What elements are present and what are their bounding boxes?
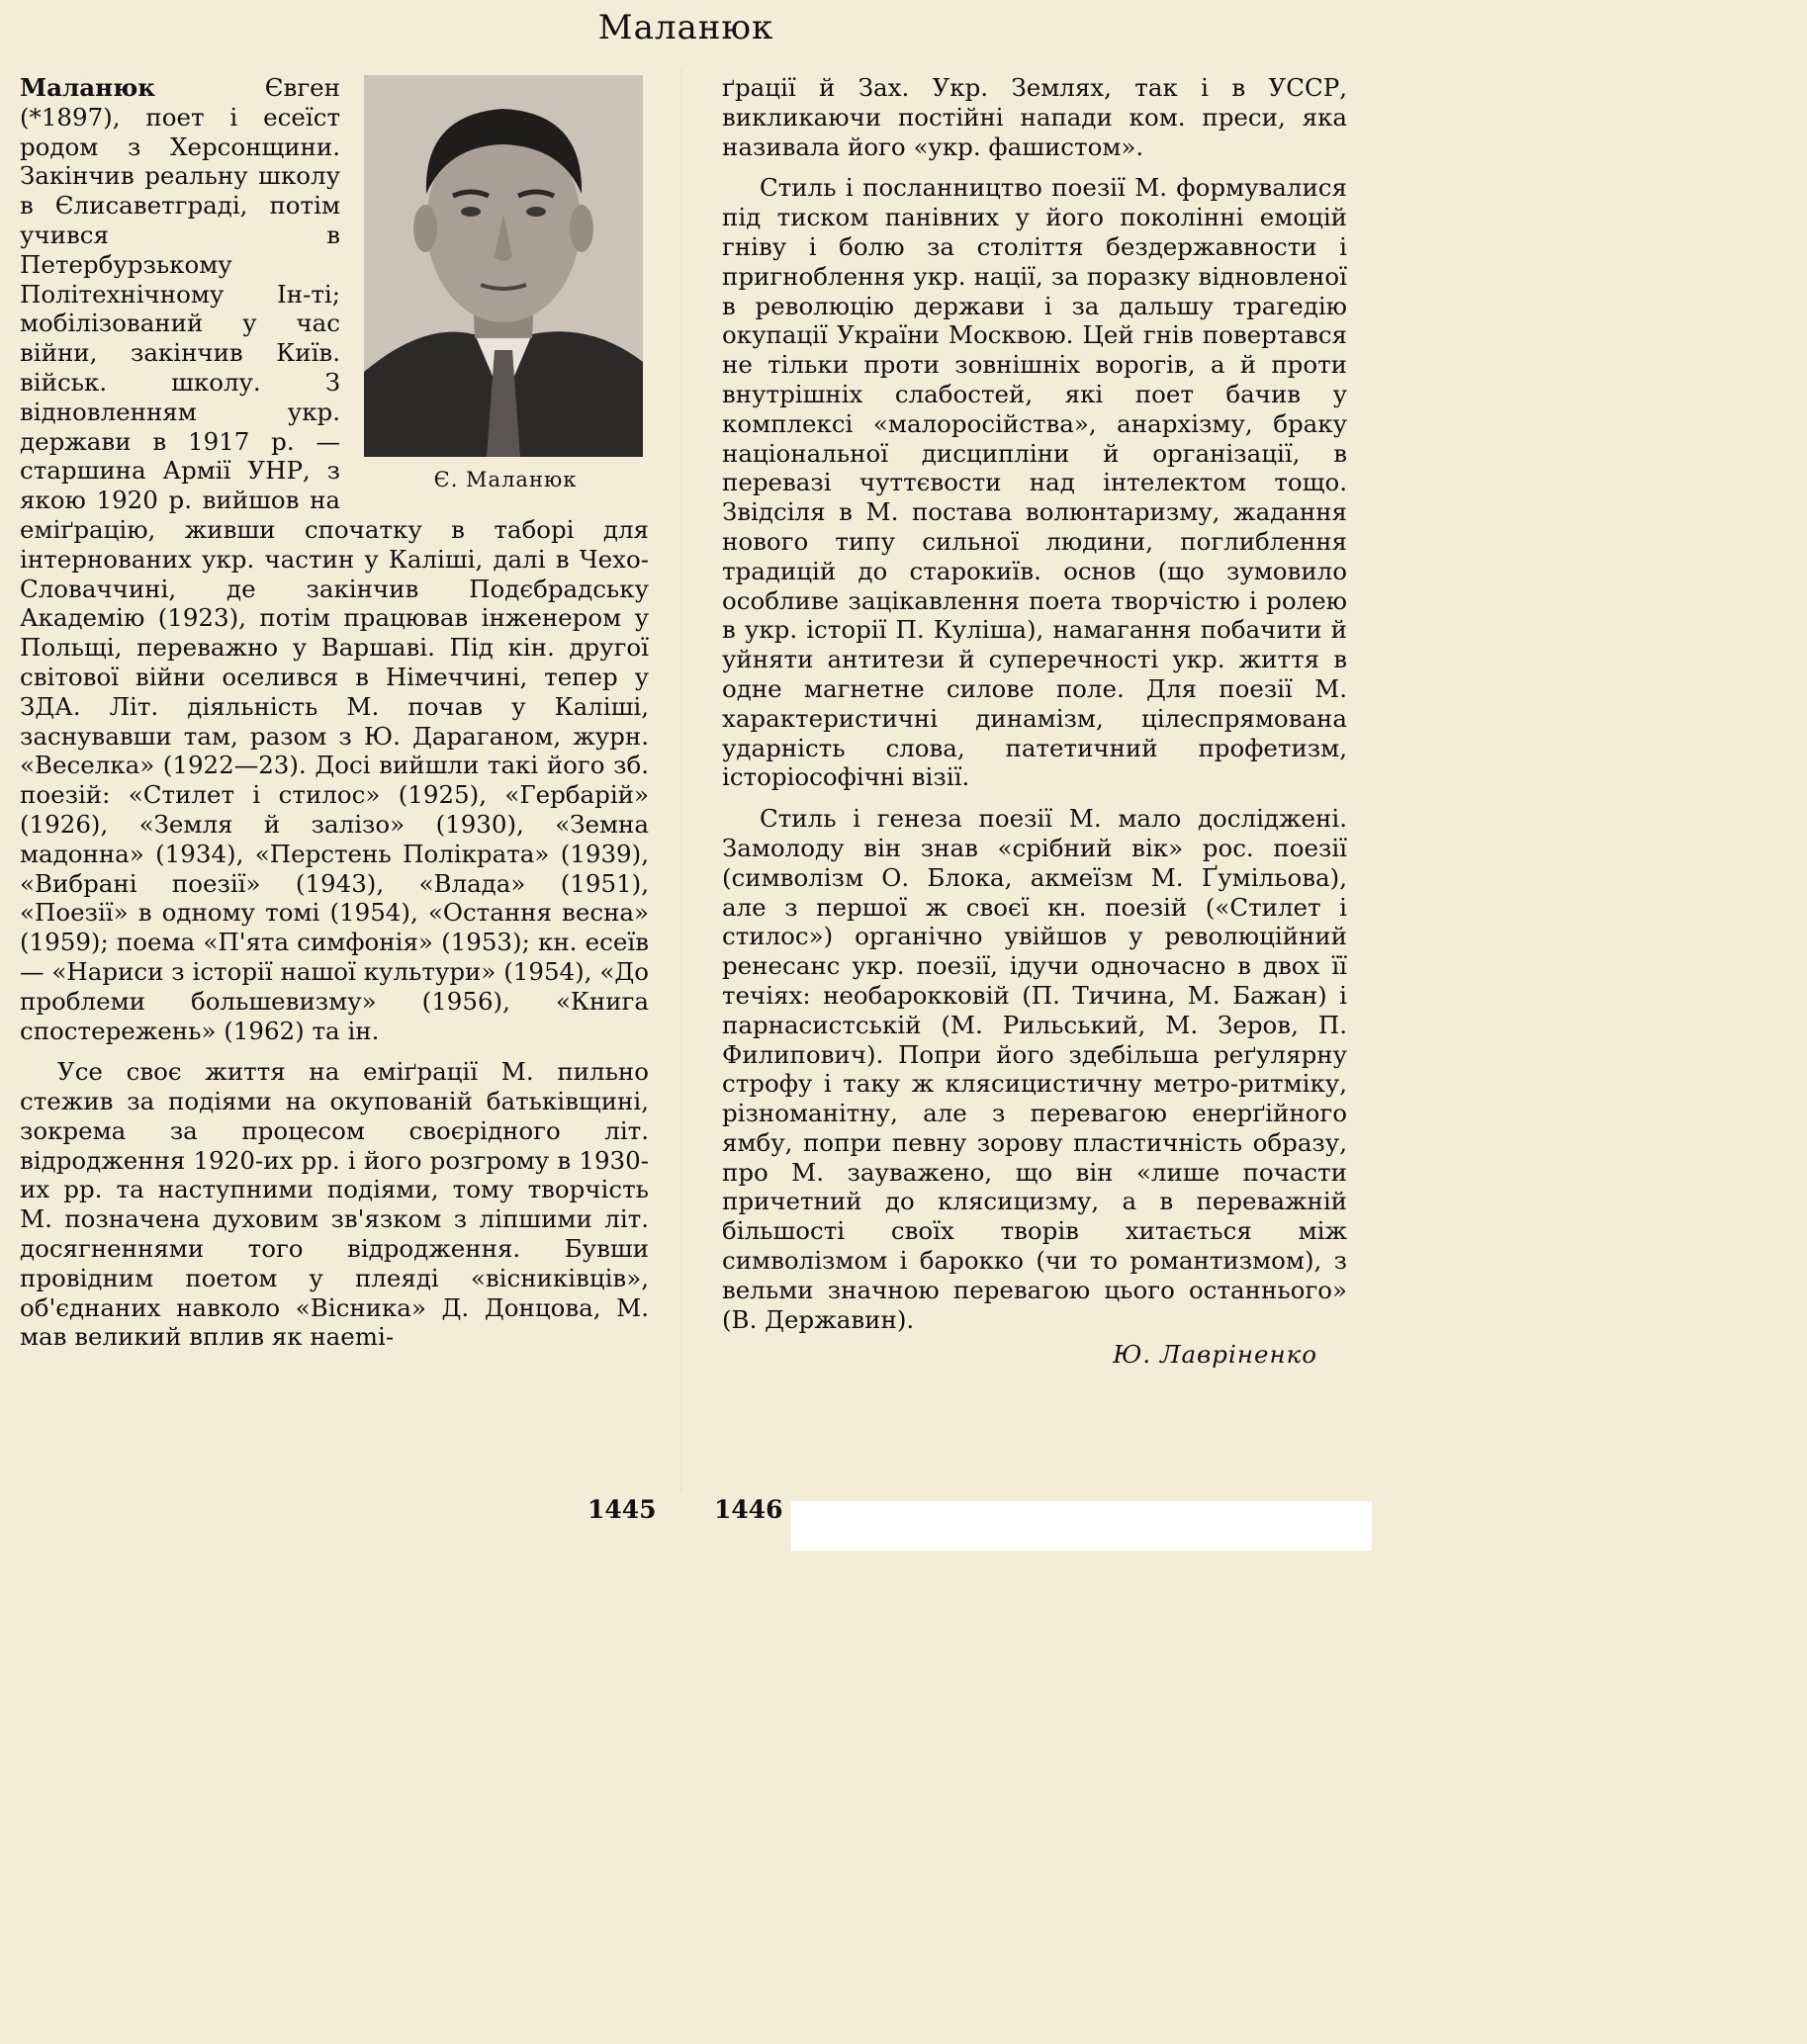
column-gutter — [680, 69, 681, 1493]
author-signature: Ю. Лавріненко — [1113, 1340, 1317, 1370]
left-column — [20, 73, 649, 1352]
scan-blank-area — [791, 1501, 1372, 1551]
portrait-caption: Є. Маланюк — [433, 468, 578, 491]
entry-headword: Маланюк — [20, 73, 155, 102]
entry-paragraph-4: Стиль і генеза поезії М. мало досліджені. Замолоду він знав «срібний вік» рос. поезії (символізм О. Блока, акмеїзм М. Ґумільова), але з першої ж своєї кн. поезій («Стилет і стилос») органічно увійшов у революційний ренесанс укр. поезії, ідучи одночасно в двох її течіях: необарокковій (П. Тичина, М. Бажан) і парнасистській (М. Рильський, М. Зеров, П. Филипович). Попри його здебільша реґулярну строфу і таку ж клясицистичну метро-ритміку, різноманітну, але з перевагою енерґійного ямбу, попри певну зорову пластичність образу, про М. зауважено, що він «лише почасти причетний до клясицизму, а в переважній більшості своїх творів хитається між символізмом і барокко (чи то романтизмом), з вельми значною перевагою цього останнього» (В. Державин). — [722, 804, 1347, 1334]
portrait-illustration — [364, 75, 643, 457]
page-number-right: 1446 — [714, 1495, 783, 1524]
portrait-figure — [362, 75, 649, 492]
page-number-left: 1445 — [587, 1495, 657, 1524]
portrait-photo — [364, 75, 643, 457]
entry-paragraph-2: Усе своє життя на еміґрації М. пильно стежив за подіями на окупованій батьківщині, зокрема за процесом своєрідного літ. відродження 1920-их рр. і його розгрому в 1930-их рр. та наступними подіями, тому творчість М. позначена духовим зв'язком з ліпшими літ. досягненнями того відродження. Бувши провідним поетом у плеяді «вісниківців», об'єднаних навколо «Вісника» Д. Донцова, М. мав великий вплив як наemi- — [20, 1057, 649, 1352]
entry-paragraph-2-continued: ґрації й Зах. Укр. Землях, так і в УССР, викликаючи постійні напади ком. преси, яка називала його «укр. фашистом». — [722, 73, 1347, 161]
entry-paragraph-1-text: Євген (*1897), поет і есеїст родом з Херсонщини. Закінчив реальну школу в Єлисаветграді, потім учився в Петербурзькому Політехнічному Ін-ті; мобілізований у час війни, закінчив Київ. військ. школу. З відновленням укр. держави в 1917 р. — старшина Армії УНР, з якою 1920 р. вийшов на еміґрацію, живши спочатку в таборі для інтернованих укр. частин у Каліші, далі в Чехо-Словаччині, де закінчив Подєбрадську Академію (1923), потім працював інженером у Польщі, переважно у Варшаві. Під кін. другої світової війни оселився в Німеччині, тепер у ЗДА. Літ. діяльність М. почав у Каліші, заснувавши там, разом з Ю. Дараганом, журн. «Веселка» (1922—23). Досі вийшли такі його зб. поезій: «Стилет і стилос» (1925), «Гербарій» (1926), «Земля й залізо» (1930), «Земна мадонна» (1934), «Перстень Полікрата» (1939), «Вибрані поезії» (1943), «Влада» (1951), «Поезії» в одному томі (1954), «Остання весна» (1959); поема «П'ята симфонія» (1953); кн. есеїв — «Нариси з історії нашої культури» (1954), «До проблеми большевизму» (1956), «Книга спостережень» (1962) та ін. — [20, 73, 649, 1045]
page-title: Маланюк — [597, 8, 774, 47]
right-column — [722, 73, 1347, 1370]
entry-paragraph-3: Стиль і посланництво поезії М. формувалися під тиском панівних у його поколінні емоцій гніву і болю за століття бездержавности і пригноблення укр. нації, за поразку відновленої в революцію держави і за дальшу трагедію окупації України Москвою. Цей гнів повертався не тільки проти зовнішніх ворогів, а й проти внутрішніх слабостей, які поет бачив у комплексі «малоросійства», анархізму, браку національної дисципліни й організації, в перевазі чуттєвости над інтелектом тощо. Звідсіля в М. постава волюнтаризму, жадання нового типу сильної людини, поглиблення традицій до старокиїв. основ (що зумовило особливе зацікавлення поета творчістю і ролею в укр. історії П. Куліша), намагання побачити й уйняти антитези й суперечності укр. життя в одне магнетне силове поле. Для поезії М. характеристичні динамізм, цілеспрямована ударність слова, патетичний профетизм, історіософічні візії. — [722, 173, 1347, 792]
